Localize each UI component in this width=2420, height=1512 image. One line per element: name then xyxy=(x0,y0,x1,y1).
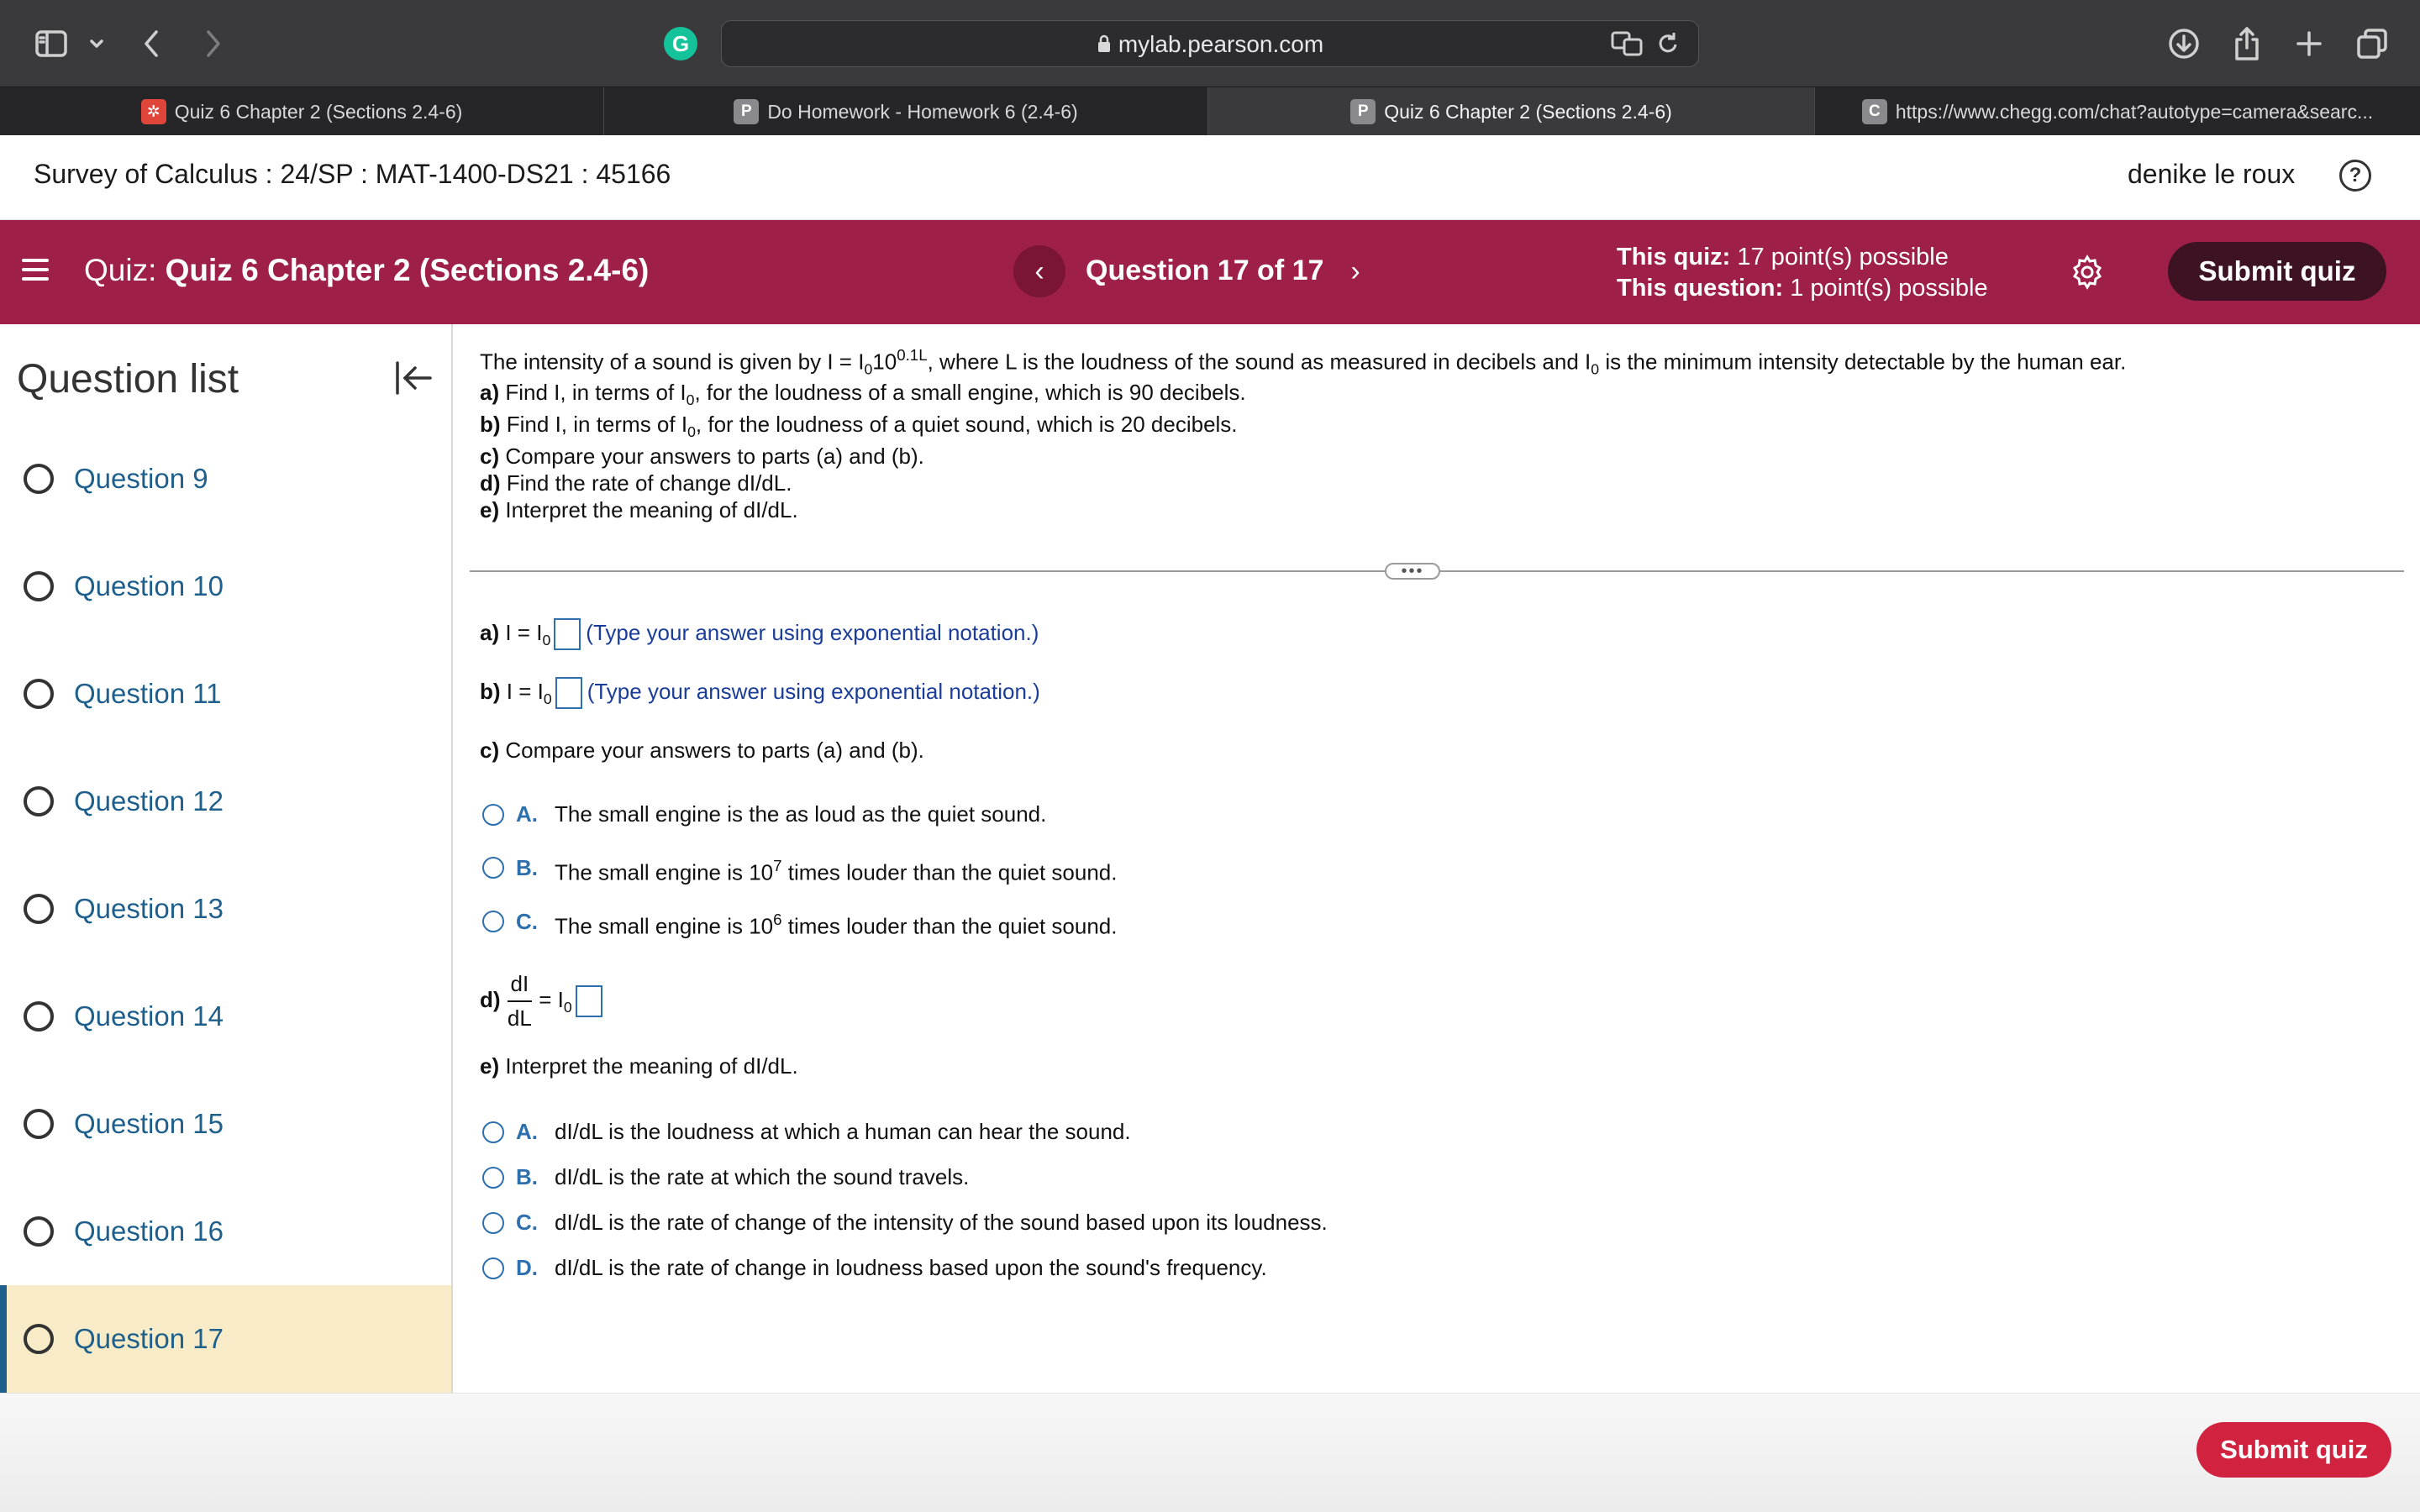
part-c-prompt: c) Compare your answers to parts (a) and (b). xyxy=(480,444,924,469)
status-circle-icon xyxy=(24,1324,54,1354)
answer-a-hint: (Type your answer using exponential notation.) xyxy=(586,619,1039,645)
points-info xyxy=(1617,242,1988,304)
back-icon[interactable] xyxy=(134,22,168,66)
question-label: Question 16 xyxy=(74,1215,224,1247)
address-bar[interactable] xyxy=(721,20,1699,67)
chevron-right-icon: › xyxy=(1350,255,1360,287)
option-c-a[interactable]: A. The small engine is the as loud as the quiet sound. xyxy=(482,801,1046,827)
answer-e-prompt: e) Interpret the meaning of dI/dL. xyxy=(480,1053,798,1079)
question-label: Question 13 xyxy=(74,893,224,924)
previous-question-button[interactable] xyxy=(1013,245,1065,297)
question-label: Question 10 xyxy=(74,570,224,601)
question-points-label: This question: xyxy=(1617,275,1784,302)
tab-bar xyxy=(0,87,2420,135)
sidebar-toggle-icon[interactable] xyxy=(30,22,72,66)
quiz-prefix: Quiz: xyxy=(84,253,157,287)
pearson-favicon-icon: P xyxy=(734,99,759,124)
quiz-points-label: This quiz: xyxy=(1617,244,1731,270)
question-label: Question 9 xyxy=(74,463,208,494)
share-icon[interactable] xyxy=(2228,22,2265,66)
pearson-favicon-icon: P xyxy=(1350,99,1376,124)
tab-overview-icon[interactable] xyxy=(2353,22,2391,66)
question-points: 1 point(s) possible xyxy=(1790,275,1988,302)
help-icon[interactable]: ? xyxy=(2339,160,2371,192)
status-circle-icon xyxy=(24,1001,54,1032)
status-circle-icon xyxy=(24,571,54,601)
tab-quiz-6[interactable] xyxy=(0,87,604,136)
answer-c-prompt: c) Compare your answers to parts (a) and (b). xyxy=(480,738,924,763)
menu-icon[interactable] xyxy=(22,259,49,284)
status-circle-icon xyxy=(24,786,54,816)
question-label: Question 12 xyxy=(74,785,224,816)
part-a-prompt: a) Find I, in terms of $I_0$, for the loudness of a small engine, which is 90 decibels. xyxy=(480,380,1246,409)
question-label: Question 15 xyxy=(74,1108,224,1139)
part-e-prompt: e) Interpret the meaning of dI/dL. xyxy=(480,497,798,522)
forward-icon[interactable] xyxy=(197,22,230,66)
divider-drag-handle[interactable]: ••• xyxy=(1385,563,1440,580)
option-e-c[interactable]: C. dI/dL is the rate of change of the intensity of the sound based upon its loudness. xyxy=(482,1210,1328,1236)
sidebar-item-question-11[interactable] xyxy=(0,640,451,748)
download-icon[interactable] xyxy=(2165,22,2203,66)
status-circle-icon xyxy=(24,894,54,924)
option-e-b[interactable]: B. dI/dL is the rate at which the sound travels. xyxy=(482,1164,969,1190)
question-label: Question 17 xyxy=(74,1323,224,1354)
question-label: Question 14 xyxy=(74,1000,224,1032)
radio-button[interactable] xyxy=(482,857,504,879)
lock-icon xyxy=(1097,34,1112,54)
radio-button[interactable] xyxy=(482,1167,504,1189)
user-name[interactable]: denike le roux xyxy=(2128,159,2296,189)
answer-b-hint: (Type your answer using exponential notation.) xyxy=(587,678,1040,704)
answer-d-row: d) $\frac{dI}{dL}$ = $I_0$ xyxy=(480,971,608,1032)
answer-b-row: b) $I = I_0$ (Type your answer using exponential notation.) xyxy=(480,678,1040,708)
option-e-a[interactable]: A. dI/dL is the loudness at which a human can hear the sound. xyxy=(482,1119,1131,1145)
question-counter[interactable]: Question 17 of 17 xyxy=(1086,255,1324,286)
chevron-left-icon: ‹ xyxy=(1034,255,1044,287)
settings-gear-icon[interactable] xyxy=(2069,254,2106,295)
option-c-c[interactable]: C. The small engine is $10^6$ times louder than the quiet sound. xyxy=(482,904,1117,939)
question-panel xyxy=(455,324,2420,1393)
radio-button[interactable] xyxy=(482,804,504,826)
sidebar-item-question-16[interactable] xyxy=(0,1178,451,1285)
answer-a-input[interactable] xyxy=(554,618,581,650)
url-text: mylab.pearson.com xyxy=(1118,31,1324,57)
quiz-footer xyxy=(0,1393,2420,1512)
new-tab-icon[interactable] xyxy=(2291,22,2328,66)
submit-quiz-footer-button[interactable]: Submit quiz xyxy=(2196,1422,2391,1478)
question-intro: The intensity of a sound is given by $I = I_010^{0.1L}$, where L is the loudness of the sound as measured in decibels and $I_0$ is the minimum intensity detectable by the human ear. xyxy=(480,346,2127,378)
part-b-prompt: b) Find I, in terms of $I_0$, for the loudness of a quiet sound, which is 20 decibels. xyxy=(480,412,1238,441)
sidebar-item-question-12[interactable] xyxy=(0,748,451,855)
answer-b-input[interactable] xyxy=(555,677,582,709)
status-circle-icon xyxy=(24,679,54,709)
tab-quiz-6-active[interactable] xyxy=(1208,87,1815,136)
tab-label: Quiz 6 Chapter 2 (Sections 2.4-6) xyxy=(1384,100,1672,123)
quiz-favicon-icon: ✲ xyxy=(141,99,166,124)
question-list-sidebar xyxy=(0,324,453,1393)
grammarly-icon[interactable]: G xyxy=(664,27,697,60)
chegg-favicon-icon: C xyxy=(1862,99,1887,124)
sidebar-item-question-9[interactable] xyxy=(0,425,451,533)
status-circle-icon xyxy=(24,1216,54,1247)
radio-button[interactable] xyxy=(482,1212,504,1234)
question-list-title: Question list xyxy=(17,357,239,402)
submit-quiz-button[interactable]: Submit quiz xyxy=(2168,242,2386,301)
tab-chegg[interactable] xyxy=(1815,87,2420,136)
quiz-title xyxy=(84,253,649,288)
part-d-prompt: d) Find the rate of change dI/dL. xyxy=(480,470,792,496)
sidebar-item-question-14[interactable] xyxy=(0,963,451,1070)
sidebar-item-question-17[interactable] xyxy=(0,1285,451,1393)
derivative-fraction: $\frac{dI}{dL}$ xyxy=(507,971,532,1031)
next-question-button[interactable] xyxy=(1329,245,1381,297)
reload-icon[interactable] xyxy=(1656,31,1680,56)
tab-label: https://www.chegg.com/chat?autotype=camera&searc... xyxy=(1895,100,2374,123)
course-header xyxy=(0,135,2420,220)
status-circle-icon xyxy=(24,464,54,494)
option-c-b[interactable]: B. The small engine is $10^7$ times louder than the quiet sound. xyxy=(482,850,1117,885)
sidebar-item-question-15[interactable] xyxy=(0,1070,451,1178)
quiz-points: 17 point(s) possible xyxy=(1737,244,1949,270)
sidebar-item-question-13[interactable] xyxy=(0,855,451,963)
option-e-d[interactable]: D. dI/dL is the rate of change in loudness based upon the sound's frequency. xyxy=(482,1255,1267,1281)
collapse-sidebar-icon[interactable] xyxy=(393,360,434,401)
answer-d-input[interactable] xyxy=(576,985,602,1017)
status-circle-icon xyxy=(24,1109,54,1139)
tab-label: Quiz 6 Chapter 2 (Sections 2.4-6) xyxy=(174,100,463,123)
quiz-header xyxy=(0,220,2420,324)
answer-a-row: a) $I = I_0$ (Type your answer using exponential notation.) xyxy=(480,619,1039,649)
radio-button[interactable] xyxy=(482,1257,504,1279)
tab-homework-6[interactable] xyxy=(604,87,1208,136)
sidebar-item-question-10[interactable] xyxy=(0,533,451,640)
chevron-down-icon[interactable] xyxy=(84,22,109,66)
quiz-name: Quiz 6 Chapter 2 (Sections 2.4-6) xyxy=(165,253,650,287)
question-label: Question 11 xyxy=(74,678,222,709)
radio-button[interactable] xyxy=(482,1121,504,1143)
course-title: Survey of Calculus : 24/SP : MAT-1400-DS21 : 45166 xyxy=(34,159,671,189)
browser-toolbar xyxy=(0,0,2420,87)
radio-button[interactable] xyxy=(482,911,504,932)
translate-icon[interactable] xyxy=(1611,31,1644,56)
tab-label: Do Homework - Homework 6 (2.4-6) xyxy=(767,100,1078,123)
